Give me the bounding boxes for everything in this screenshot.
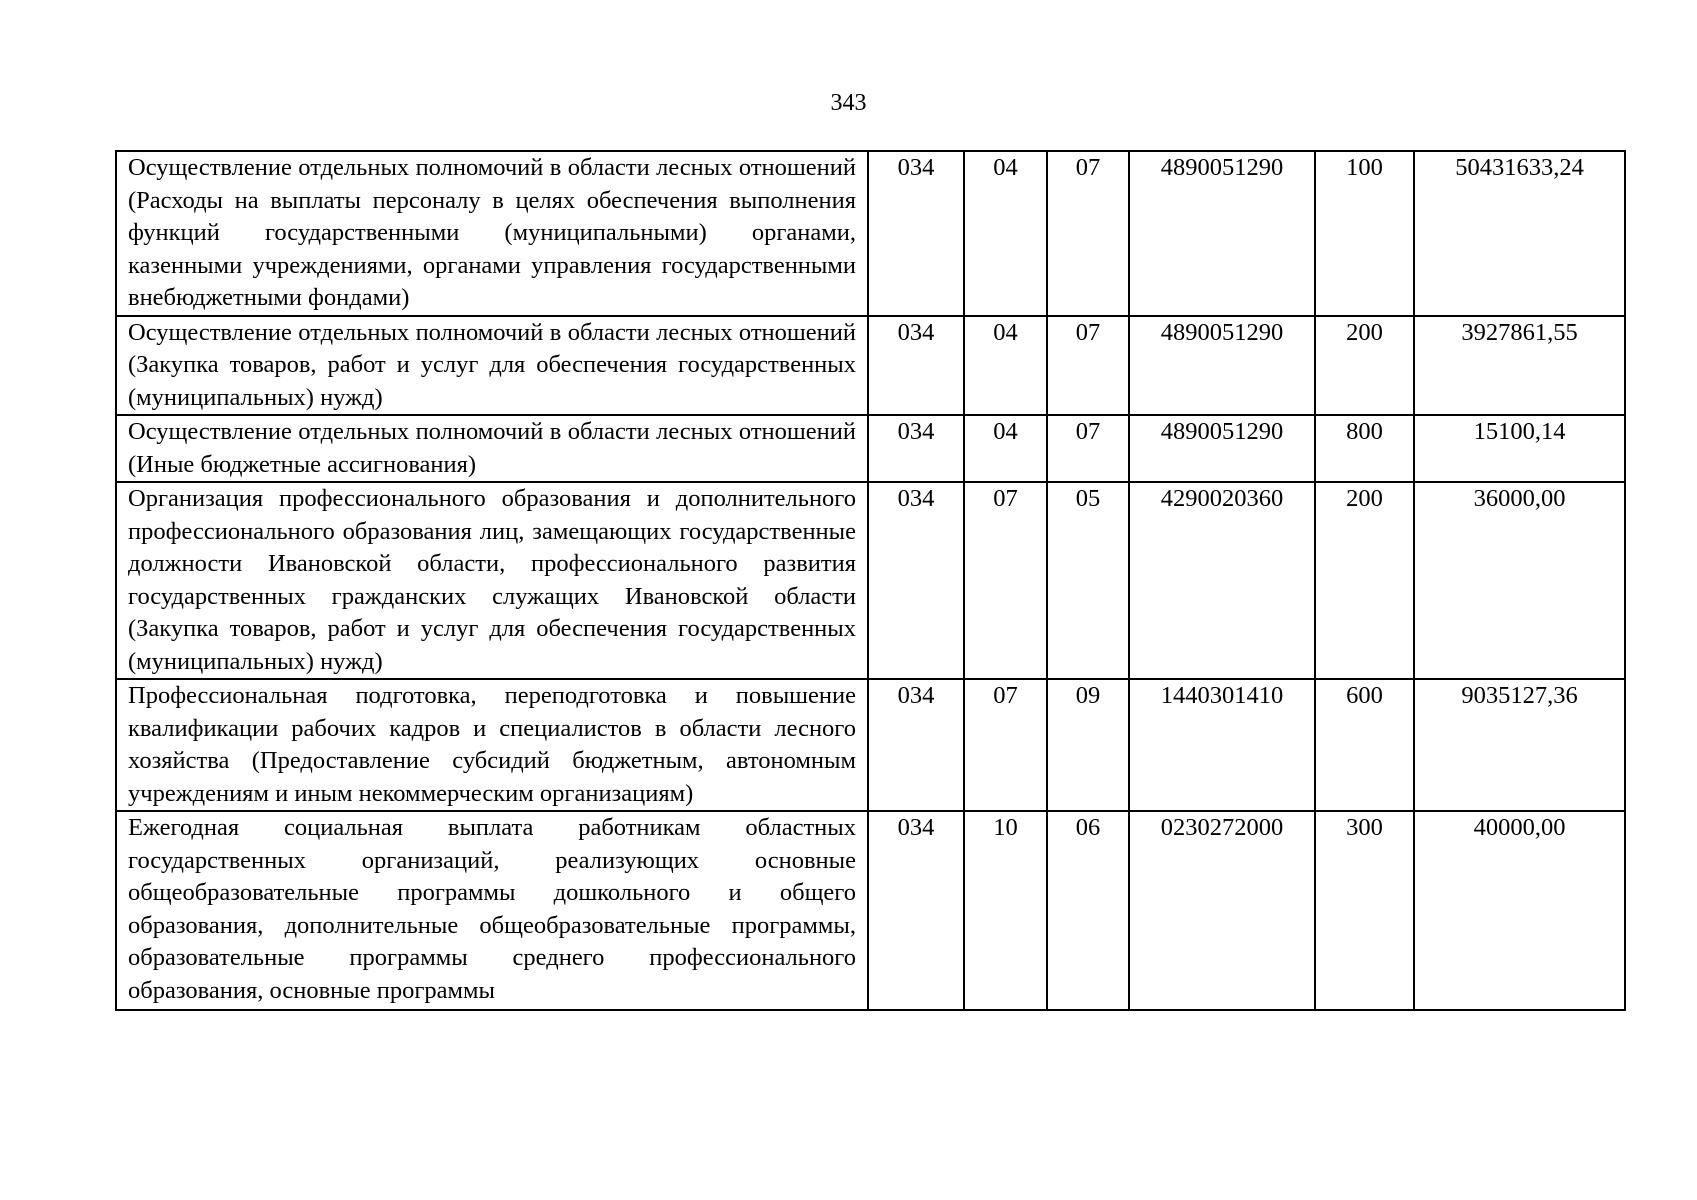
amount-cell: 3927861,55 — [1414, 316, 1625, 416]
section-code-cell: 07 — [964, 679, 1047, 811]
description-cell: Профессиональная подготовка, переподготовка и повышение квалификации рабочих кадров и специалистов в области лесного хозяйства (Предоставление субсидий бюджетным, автономным учреждениям и иным некоммерческим организациям) — [116, 679, 868, 811]
expense-type-cell: 200 — [1315, 316, 1414, 416]
expense-type-cell: 800 — [1315, 415, 1414, 482]
table-row — [116, 811, 1625, 1010]
ministry-code-cell: 034 — [868, 316, 964, 416]
description-cell: Осуществление отдельных полномочий в области лесных отношений (Расходы на выплаты персоналу в целях обеспечения выполнения функций государственными (муниципальными) органами, казенными учреждениями, органами управления государственными внебюджетными фондами) — [116, 151, 868, 316]
amount-cell: 9035127,36 — [1414, 679, 1625, 811]
expense-type-cell: 100 — [1315, 151, 1414, 316]
subsection-code-cell: 09 — [1047, 679, 1129, 811]
expense-type-cell: 200 — [1315, 482, 1414, 679]
amount-cell: 50431633,24 — [1414, 151, 1625, 316]
target-article-cell: 4890051290 — [1129, 151, 1315, 316]
section-code-cell: 07 — [964, 482, 1047, 679]
table-row — [116, 151, 1625, 316]
expense-type-cell: 600 — [1315, 679, 1414, 811]
description-cell: Организация профессионального образования и дополнительного профессионального образования лиц, замещающих государственные должности Ивановской области, профессионального развития государственных гражданских служащих Ивановской области (Закупка товаров, работ и услуг для обеспечения государственных (муниципальных) нужд) — [116, 482, 868, 679]
target-article-cell: 4890051290 — [1129, 415, 1315, 482]
description-cell — [116, 811, 868, 1010]
table-row — [116, 316, 1625, 416]
table-row — [116, 679, 1625, 811]
description-cell: Осуществление отдельных полномочий в области лесных отношений (Иные бюджетные ассигнования) — [116, 415, 868, 482]
subsection-code-cell: 07 — [1047, 415, 1129, 482]
target-article-cell: 0230272000 — [1129, 811, 1315, 1010]
target-article-cell: 4890051290 — [1129, 316, 1315, 416]
section-code-cell: 04 — [964, 316, 1047, 416]
ministry-code-cell: 034 — [868, 415, 964, 482]
table-row — [116, 482, 1625, 679]
table-row — [116, 415, 1625, 482]
description-text: Ежегодная социальная выплата работникам областных государственных организаций, реализующих основные общеобразовательные программы дошкольного и общего образования, дополнительные общеобразовательные программы, образовательные программы среднего профессионального образования, основные программы — [128, 814, 856, 1004]
ministry-code-cell: 034 — [868, 679, 964, 811]
target-article-cell: 4290020360 — [1129, 482, 1315, 679]
amount-cell: 15100,14 — [1414, 415, 1625, 482]
amount-cell: 36000,00 — [1414, 482, 1625, 679]
section-code-cell: 04 — [964, 151, 1047, 316]
section-code-cell: 04 — [964, 415, 1047, 482]
subsection-code-cell: 05 — [1047, 482, 1129, 679]
ministry-code-cell: 034 — [868, 482, 964, 679]
expense-type-cell: 300 — [1315, 811, 1414, 1010]
subsection-code-cell: 07 — [1047, 316, 1129, 416]
table-body — [116, 151, 1625, 1010]
description-cell: Осуществление отдельных полномочий в области лесных отношений (Закупка товаров, работ и услуг для обеспечения государственных (муниципальных) нужд) — [116, 316, 868, 416]
amount-cell: 40000,00 — [1414, 811, 1625, 1010]
subsection-code-cell: 06 — [1047, 811, 1129, 1010]
budget-table — [115, 150, 1626, 1011]
ministry-code-cell: 034 — [868, 811, 964, 1010]
target-article-cell: 1440301410 — [1129, 679, 1315, 811]
subsection-code-cell: 07 — [1047, 151, 1129, 316]
section-code-cell: 10 — [964, 811, 1047, 1010]
ministry-code-cell: 034 — [868, 151, 964, 316]
page-number: 343 — [830, 90, 867, 116]
